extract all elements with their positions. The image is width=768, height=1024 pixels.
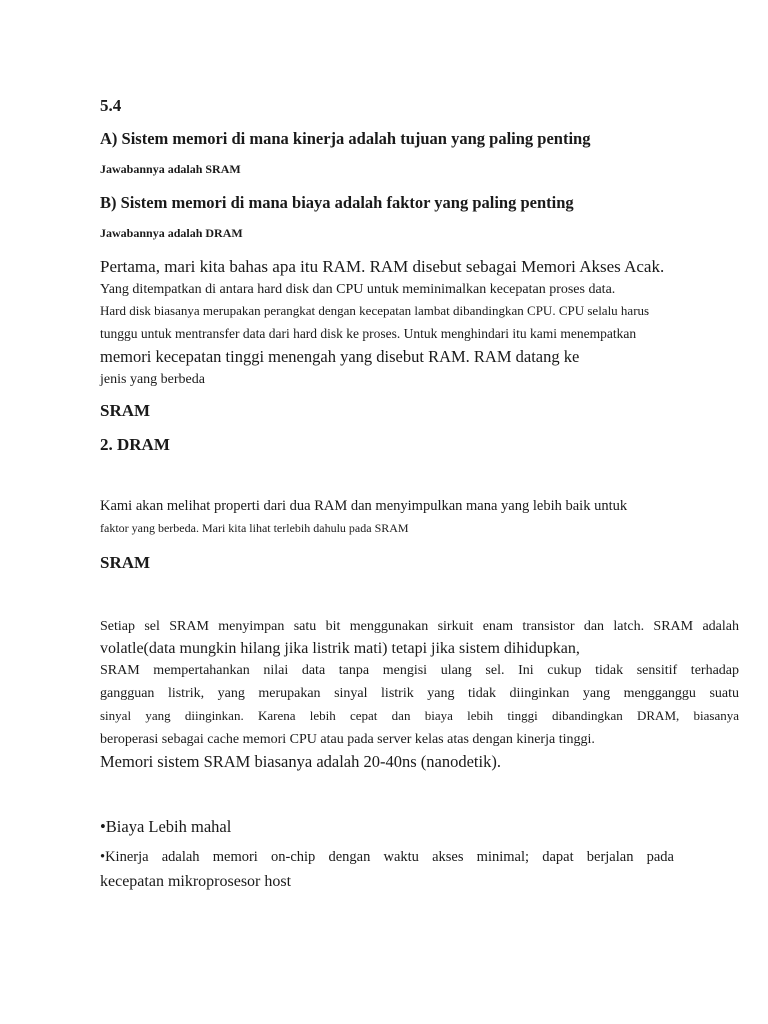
- sram-body-line-7: Memori sistem SRAM biasanya adalah 20-40ns (nanodetik).: [100, 752, 501, 771]
- question-b-heading: B) Sistem memori di mana biaya adalah faktor yang paling penting: [100, 193, 574, 212]
- sram-body-line-2: volatle(data mungkin hilang jika listrik mati) tetapi jika sistem dihidupkan,: [100, 640, 580, 657]
- type-item-dram: 2. DRAM: [100, 435, 170, 454]
- answer-a-text: Jawabannya adalah SRAM: [100, 162, 241, 176]
- intro-line-1: Pertama, mari kita bahas apa itu RAM. RAM disebut sebagai Memori Akses Acak.: [100, 257, 665, 276]
- sram-body-line-4: gangguan listrik, yang merupakan sinyal listrik yang tidak diinginkan yang mengganggu suatu: [100, 686, 739, 701]
- sram-body-line-1: Setiap sel SRAM menyimpan satu bit menggunakan sirkuit enam transistor dan latch. SRAM adalah: [100, 619, 739, 634]
- sram-body-line-3: SRAM mempertahankan nilai data tanpa mengisi ulang sel. Ini cukup tidak sensitif terhadap: [100, 663, 739, 678]
- bullet-performance-line-1: •Kinerja adalah memori on-chip dengan waktu akses minimal; dapat berjalan pada: [100, 849, 674, 865]
- sram-body-line-5: sinyal yang diinginkan. Karena lebih cepat dan biaya lebih tinggi dibandingkan DRAM, biasanya: [100, 708, 739, 723]
- question-a-heading: A) Sistem memori di mana kinerja adalah tujuan yang paling penting: [100, 129, 591, 148]
- compare-line-1: Kami akan melihat properti dari dua RAM dan menyimpulkan mana yang lebih baik untuk: [100, 498, 628, 514]
- intro-line-6: jenis yang berbeda: [100, 372, 205, 387]
- intro-line-3: Hard disk biasanya merupakan perangkat dengan kecepatan lambat dibandingkan CPU. CPU selalu harus: [100, 303, 650, 318]
- answer-b-text: Jawabannya adalah DRAM: [100, 226, 243, 240]
- section-number: 5.4: [100, 96, 122, 115]
- intro-line-4: tunggu untuk mentransfer data dari hard disk ke proses. Untuk menghindari itu kami menempatkan: [100, 326, 637, 341]
- compare-line-2: faktor yang berbeda. Mari kita lihat terlebih dahulu pada SRAM: [100, 521, 409, 535]
- intro-line-2: Yang ditempatkan di antara hard disk dan CPU untuk meminimalkan kecepatan proses data.: [100, 282, 616, 297]
- sram-body-line-6: beroperasi sebagai cache memori CPU atau pada server kelas atas dengan kinerja tinggi.: [100, 732, 595, 747]
- type-item-sram: SRAM: [100, 401, 151, 420]
- bullet-performance-line-2: kecepatan mikroprosesor host: [100, 873, 292, 890]
- sram-heading: SRAM: [100, 553, 151, 572]
- intro-line-5: memori kecepatan tinggi menengah yang disebut RAM. RAM datang ke: [100, 347, 580, 366]
- bullet-cost: •Biaya Lebih mahal: [100, 817, 232, 836]
